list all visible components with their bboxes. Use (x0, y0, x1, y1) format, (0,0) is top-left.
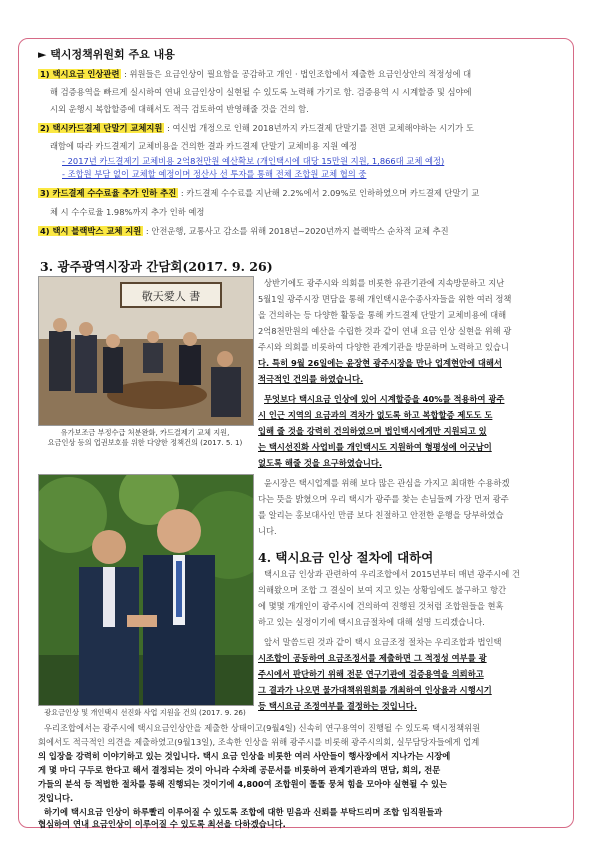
s3p1-line2: 5월1일 광주시장 면담을 통해 개인택시운수종사자들을 위한 여러 정책 (258, 294, 512, 304)
s4p1-line3: 에 몇몇 개개인이 광주시에 건의하여 진행된 것처럼 조합원들을 현혹 (258, 601, 504, 611)
s4p2-line3: 주시에서 판단하기 위해 전문 연구기관에 검증용역을 의뢰하고 (258, 669, 484, 679)
handshake-photo-caption: 광요금인상 및 개인택시 선진화 사업 지원을 건의 (2017. 9. 26) (44, 708, 246, 717)
s3p1-line4: 2억8천만원의 예산을 수립한 것과 같이 연내 요금 인상 실현을 위해 광 (258, 326, 512, 336)
item1-line2: 해 검증용역을 빠르게 실시하여 연내 요금인상이 실현될 수 있도록 노력해 가기로 함. 검증용역 시 시계할증 및 심야에 (50, 87, 472, 97)
closing-p2-line1: 하기에 택시요금 인상이 하루빨리 이루어질 수 있도록 조합에 대한 믿음과 신뢰를 부탁드리며 조합 임직원들과 (44, 807, 443, 817)
s3p1-line3: 을 건의하는 등 다양한 활동을 통해 카드결제 단말기 교체비용에 대해 (258, 310, 507, 320)
item2-bullet1: - 2017년 카드결제기 교체비용 2억8천만원 예산확보 (개인택시에 대당 15만원 지원, 1,866대 교체 예정) (62, 156, 445, 166)
s3p2-line3: 입해 줄 것을 강력히 건의하였으며 법인택시에게만 지원되고 있 (258, 426, 487, 436)
item2-label: 2) 택시카드결제 단말기 교체지원 (40, 123, 163, 133)
s4p2-line4: 그 결과가 나오면 물가대책위원회를 개최하여 인상율과 시행시기 (258, 685, 492, 695)
item4-line1: 4) 택시 블랙박스 교체 지원 : 안전운행, 교통사고 감소를 위해 2018년~2020년까지 블랙박스 순차적 교체 추진 (40, 226, 449, 236)
s4p1-line1: 택시요금 인상과 관련하여 우리조합에서 2015년부터 매년 광주시에 건 (264, 569, 520, 579)
closing-p1-line3: 의 입장을 강력히 이야기하고 있는 것입니다. 택시 요금 인상을 비롯한 여러 사안들이 행사장에서 지나가는 시장에 (38, 751, 451, 761)
item3-line2: 체 시 수수료율 1.98%까지 추가 인하 예정 (50, 207, 205, 217)
s3p3-line4: 니다. (258, 526, 277, 536)
meeting-photo (38, 276, 254, 426)
s3p1-line5: 주시와 의회를 비롯하여 다양한 관계기관을 방문하며 노력하고 있습니 (258, 342, 509, 352)
meeting-photo-caption: 유가보조금 부정수급 처분완화, 카드결제기 교체 지원, 요금인상 등의 업권보호를 위한 다양한 정책건의 (2017. 5. 1) (47, 428, 243, 447)
s3p1-line7: 적극적인 건의를 하였습니다. (258, 374, 364, 384)
calligraphy-text: 敬天愛人 書 (141, 290, 201, 303)
handshake-photo (38, 474, 254, 706)
s4p1-line2: 의해왔으며 조합 그 결실이 보여 지고 있는 상황임에도 불구하고 항간 (258, 585, 507, 595)
s3p2-line5: 없도록 해줄 것을 요구하였습니다. (258, 458, 383, 468)
committee-title: ► 택시정책위원회 주요 내용 (38, 48, 175, 61)
closing-p1-line2: 회에서도 적극적인 의견을 제출하였고(9월13일), 조속한 인상을 위해 광주시를 비롯해 광주시의회, 실무담당자들에게 업계 (38, 737, 480, 747)
s3p2-line1: 무엇보다 택시요금 인상에 있어 시계할증을 40%를 적용하여 광주 (264, 394, 505, 404)
s3p1-line1: 상반기에도 광주시와 의회를 비롯한 유관기관에 지속방문하고 지난 (264, 278, 505, 288)
handshake-photo-illustration (39, 475, 253, 705)
s3p3-line1: 윤시장은 택시업계를 위해 보다 많은 관심을 가지고 최대한 수용하겠 (264, 478, 510, 488)
closing-p1-line1: 우리조합에서는 광주시에 택시요금인상안을 제출한 상태이고(9월4일) 신속히 연구용역이 진행될 수 있도록 택시정책위원 (44, 723, 481, 733)
meeting-photo-illustration (39, 277, 253, 425)
s4p2-line2: 시조합이 공동하여 요금조정서를 제출하면 그 적정성 여부를 광 (258, 653, 487, 663)
s3p3-line2: 다는 뜻을 밝혔으며 우리 택시가 광주를 찾는 손님들께 가장 먼저 광주 (258, 494, 509, 504)
item1-label: 1) 택시요금 인상관련 (40, 69, 120, 79)
s3p2-line2: 시 인근 지역의 요금과의 격차가 없도록 하고 복합할증 제도도 도 (258, 410, 493, 420)
closing-p2-line2: 협심하여 연내 요금인상이 이루어질 수 있도록 최선을 다하겠습니다. (38, 819, 286, 829)
s4p1-line4: 하고 있는 실정이기에 택시요금절차에 대해 설명 드리겠습니다. (258, 617, 485, 627)
s3p1-line6: 다. 특히 9월 26일에는 윤장현 광주시장을 만나 업계현안에 대해서 (258, 358, 502, 368)
closing-p1-line5: 가들의 분석 등 적법한 절차를 통해 진행되는 것이기에 4,800여 조합원이 똘똘 뭉쳐 힘을 모아야 실현될 수 있는 (38, 779, 448, 789)
closing-p1-line4: 게 몇 마디 구두로 한다고 해서 결정되는 것이 아니라 수차례 공문서를 비롯하여 관계기관과의 면담, 회의, 전문 (38, 765, 441, 775)
closing-p1-line6: 것입니다. (38, 793, 74, 803)
item4-label: 4) 택시 블랙박스 교체 지원 (40, 226, 142, 236)
s3p3-line3: 를 알리는 홍보대사인 만큼 보다 친절하고 안전한 운행을 당부하였습 (258, 510, 504, 520)
section4-heading: 4. 택시요금 인상 절차에 대하여 (258, 550, 434, 565)
item2-bullet2: - 조합원 부담 없이 교체할 예정이며 정산사 선 투자를 통해 전체 조합원 교체 협의 중 (62, 169, 367, 179)
s4p2-line1: 앞서 말씀드린 것과 같이 택시 요금조정 절차는 우리조합과 법인택 (264, 637, 502, 647)
item2-line1: 2) 택시카드결제 단말기 교체지원 : 여신법 개정으로 인해 2018년까지 카드결제 단말기를 전면 교체해야하는 시기가 도 (40, 123, 474, 133)
section3-heading: 3. 광주광역시장과 간담회(2017. 9. 26) (40, 259, 273, 274)
item2-line2: 래함에 따라 카드결제기 교체비용을 건의한 결과 카드결제 단말기 교체비용 지원 예정 (50, 141, 357, 151)
item3-line1: 3) 카드결제 수수료율 추가 인하 추진 : 카드결제 수수료를 지난해 2.2%에서 2.09%로 인하하였으며 카드결제 단말기 교 (40, 188, 480, 198)
item1-line3: 시외 운행시 복합할증에 대해서도 적극 검토하여 반영해줄 것을 건의 함. (50, 104, 309, 114)
s4p2-line5: 등 택시요금 조정여부를 결정하는 것입니다. (258, 701, 417, 711)
item3-label: 3) 카드결제 수수료율 추가 인하 추진 (40, 188, 177, 198)
item1-line1: 1) 택시요금 인상관련 : 위원들은 요금인상이 필요함을 공감하고 개인 · 법인조합에서 제출한 요금인상안의 적정성에 대 (40, 69, 472, 79)
s3p2-line4: 는 택시선진화 사업비를 개인택시도 지원하여 형평성에 어긋남이 (258, 442, 492, 452)
